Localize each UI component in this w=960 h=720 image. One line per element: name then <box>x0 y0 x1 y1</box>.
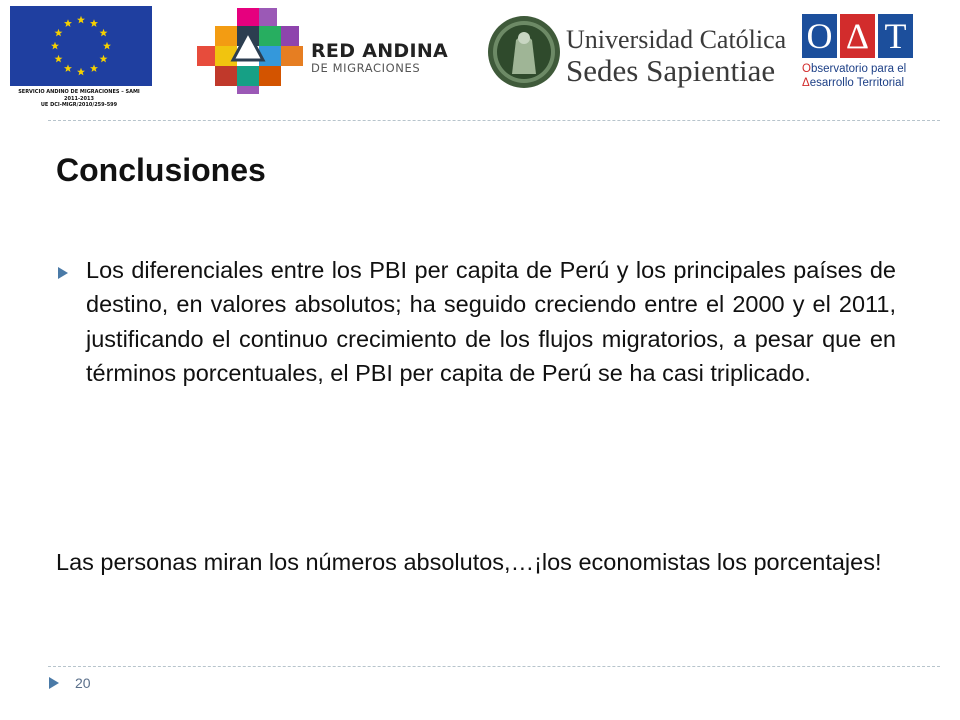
eu-star-icon <box>103 42 111 50</box>
logo-bar <box>0 0 960 112</box>
eu-star-icon <box>90 64 98 72</box>
red-andina-mosaic-icon <box>195 6 307 96</box>
eu-caption <box>6 89 152 109</box>
eu-star-icon <box>77 68 85 76</box>
eu-star-icon <box>100 29 108 37</box>
triangle-right-icon <box>48 677 60 689</box>
bottom-divider <box>48 666 940 667</box>
eu-caption-line: 2011-2013 <box>64 95 94 102</box>
ucss-logo <box>486 14 790 94</box>
eu-star-icon <box>77 16 85 24</box>
red-andina-title: RED ANDINA <box>311 40 449 62</box>
odt-line-2-rest: esarrollo Territorial <box>809 77 905 89</box>
odt-line-1-initial: O <box>802 63 811 75</box>
odt-letter: Δ <box>840 14 875 58</box>
odt-letter: O <box>802 14 837 58</box>
odt-line-2-initial: Δ <box>802 77 810 89</box>
red-andina-subtitle: DE MIGRACIONES <box>311 61 421 75</box>
top-divider <box>48 120 940 121</box>
page-number: 20 <box>75 675 91 691</box>
odt-letter-boxes <box>802 14 913 58</box>
eu-star-icon <box>64 64 72 72</box>
bullet-paragraph: Los diferenciales entre los PBI per capita de Perú y los principales países de destino, en valores absolutos; ha seguido creciendo entre el 2000 y el 2011, justificando el continuo crecimiento de los flujos migratorios, a pesar que en términos porcentuales, el PBI per capita de Perú se ha casi triplicado. <box>86 257 896 386</box>
odt-line-2 <box>802 77 904 89</box>
eu-star-icon <box>64 19 72 27</box>
odt-logo <box>802 14 952 94</box>
odt-line-1-rest: bservatorio para el <box>810 63 907 75</box>
ucss-seal-icon <box>486 14 562 90</box>
slide-title: Conclusiones <box>56 152 266 188</box>
odt-line-1 <box>802 63 906 75</box>
eu-star-icon <box>100 55 108 63</box>
ucss-motto: Sedes Sapientiae <box>566 53 776 88</box>
triangle-right-icon <box>56 266 70 280</box>
closing-paragraph: Las personas miran los números absolutos,…¡los economistas los porcentajes! <box>56 549 882 575</box>
odt-letter: T <box>878 14 913 58</box>
eu-flag <box>10 6 152 86</box>
ucss-name: Universidad Católica <box>566 25 787 54</box>
eu-caption-line: UE DCI-MIGR/2010/259-599 <box>40 102 118 108</box>
eu-star-icon <box>51 42 59 50</box>
red-andina-logo <box>195 6 470 96</box>
eu-star-icon <box>90 19 98 27</box>
eu-star-icon <box>54 29 62 37</box>
eu-stars <box>10 6 152 86</box>
eu-logo <box>6 6 152 118</box>
eu-star-icon <box>54 55 62 63</box>
eu-caption-line: SERVICIO ANDINO DE MIGRACIONES – SAMI <box>18 89 140 95</box>
